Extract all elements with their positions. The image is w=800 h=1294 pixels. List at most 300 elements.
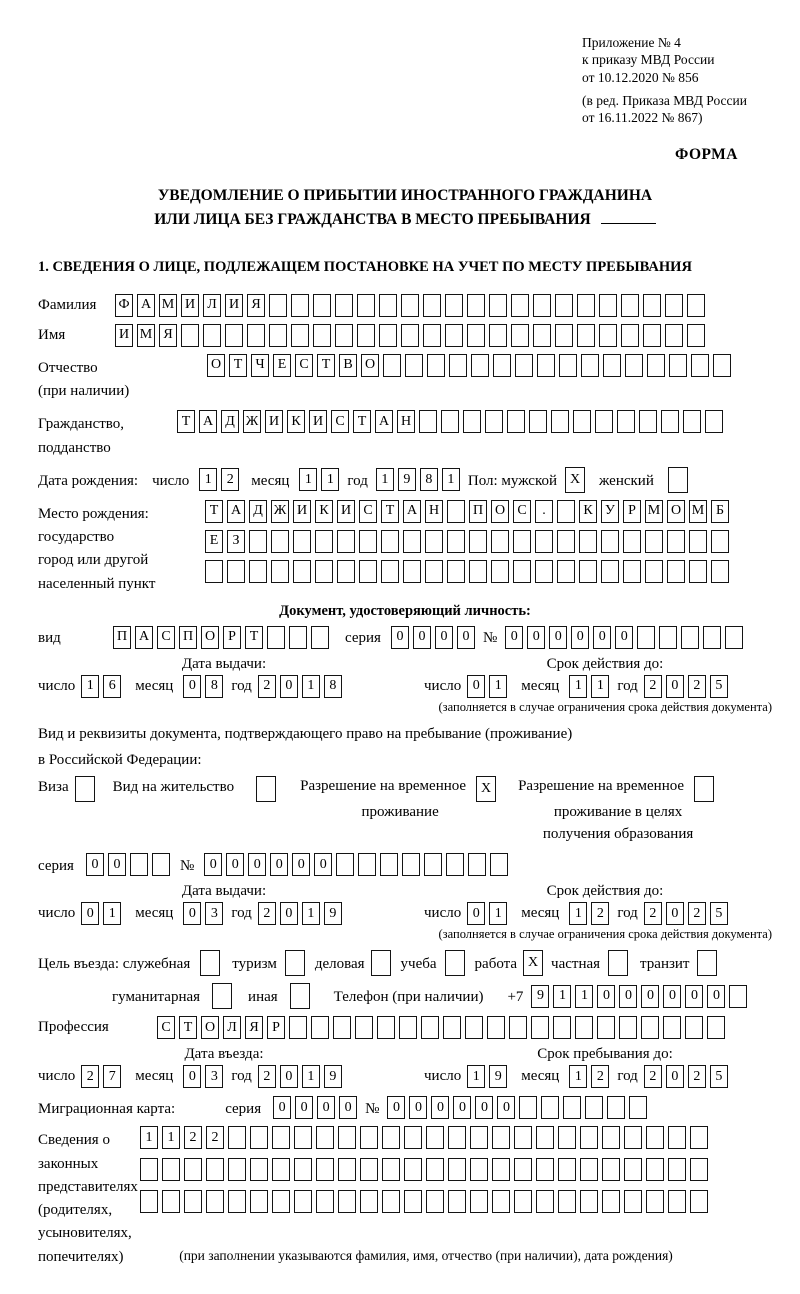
char-box[interactable]: [555, 324, 573, 347]
char-box[interactable]: 0: [666, 902, 684, 925]
char-box[interactable]: [533, 324, 551, 347]
char-box[interactable]: Л: [203, 294, 221, 317]
char-box[interactable]: [272, 1158, 290, 1181]
char-box[interactable]: Т: [381, 500, 399, 523]
char-box[interactable]: 7: [103, 1065, 121, 1088]
char-box[interactable]: [491, 560, 509, 583]
char-box[interactable]: [441, 410, 459, 433]
char-box[interactable]: [637, 626, 655, 649]
char-box[interactable]: [250, 1190, 268, 1213]
char-box[interactable]: 1: [489, 902, 507, 925]
char-box[interactable]: 0: [431, 1096, 449, 1119]
char-box[interactable]: 5: [710, 675, 728, 698]
char-box[interactable]: [355, 1016, 373, 1039]
char-box[interactable]: [315, 560, 333, 583]
char-box[interactable]: [445, 294, 463, 317]
char-box[interactable]: 0: [387, 1096, 405, 1119]
char-box[interactable]: И: [115, 324, 133, 347]
char-box[interactable]: [206, 1158, 224, 1181]
char-box[interactable]: [426, 1158, 444, 1181]
char-box[interactable]: [602, 1126, 620, 1149]
char-box[interactable]: [577, 324, 595, 347]
char-box[interactable]: [555, 294, 573, 317]
char-box[interactable]: Т: [317, 354, 335, 377]
char-box[interactable]: [447, 530, 465, 553]
char-box[interactable]: Е: [273, 354, 291, 377]
char-box[interactable]: [624, 1126, 642, 1149]
char-box[interactable]: [623, 560, 641, 583]
char-box[interactable]: [579, 530, 597, 553]
char-box[interactable]: И: [265, 410, 283, 433]
char-box[interactable]: [381, 530, 399, 553]
char-box[interactable]: [536, 1126, 554, 1149]
char-box[interactable]: [599, 324, 617, 347]
char-box[interactable]: И: [293, 500, 311, 523]
char-box[interactable]: А: [227, 500, 245, 523]
char-box[interactable]: С: [331, 410, 349, 433]
char-box[interactable]: [421, 1016, 439, 1039]
char-box[interactable]: О: [491, 500, 509, 523]
char-box[interactable]: [665, 294, 683, 317]
char-box[interactable]: [337, 530, 355, 553]
char-box[interactable]: [250, 1158, 268, 1181]
char-box[interactable]: Ж: [243, 410, 261, 433]
char-box[interactable]: 1: [591, 675, 609, 698]
char-box[interactable]: [537, 354, 555, 377]
char-box[interactable]: [694, 776, 714, 802]
char-box[interactable]: Я: [247, 294, 265, 317]
char-box[interactable]: [643, 324, 661, 347]
char-box[interactable]: [617, 410, 635, 433]
char-box[interactable]: [689, 530, 707, 553]
char-box[interactable]: [423, 294, 441, 317]
char-box[interactable]: [360, 1190, 378, 1213]
char-box[interactable]: 1: [575, 985, 593, 1008]
char-box[interactable]: [448, 1126, 466, 1149]
char-box[interactable]: [338, 1126, 356, 1149]
char-box[interactable]: [228, 1126, 246, 1149]
char-box[interactable]: [228, 1190, 246, 1213]
char-box[interactable]: [602, 1190, 620, 1213]
char-box[interactable]: 1: [162, 1126, 180, 1149]
char-box[interactable]: [667, 560, 685, 583]
char-box[interactable]: 0: [183, 675, 201, 698]
char-box[interactable]: [689, 560, 707, 583]
char-box[interactable]: [316, 1126, 334, 1149]
char-box[interactable]: 8: [324, 675, 342, 698]
char-box[interactable]: [445, 950, 465, 976]
char-box[interactable]: И: [337, 500, 355, 523]
char-box[interactable]: [469, 530, 487, 553]
char-box[interactable]: С: [359, 500, 377, 523]
char-box[interactable]: [557, 500, 575, 523]
char-box[interactable]: 0: [86, 853, 104, 876]
char-box[interactable]: 2: [644, 675, 662, 698]
char-box[interactable]: [382, 1126, 400, 1149]
char-box[interactable]: X: [476, 776, 496, 802]
char-box[interactable]: 0: [413, 626, 431, 649]
char-box[interactable]: [271, 560, 289, 583]
char-box[interactable]: [493, 354, 511, 377]
char-box[interactable]: 0: [593, 626, 611, 649]
char-box[interactable]: [445, 324, 463, 347]
char-box[interactable]: [513, 560, 531, 583]
char-box[interactable]: 0: [527, 626, 545, 649]
char-box[interactable]: [426, 1126, 444, 1149]
char-box[interactable]: [711, 530, 729, 553]
char-box[interactable]: [140, 1158, 158, 1181]
char-box[interactable]: [338, 1190, 356, 1213]
char-box[interactable]: [705, 410, 723, 433]
char-box[interactable]: 0: [280, 1065, 298, 1088]
char-box[interactable]: П: [469, 500, 487, 523]
char-box[interactable]: 0: [108, 853, 126, 876]
char-box[interactable]: 2: [688, 675, 706, 698]
char-box[interactable]: [558, 1190, 576, 1213]
char-box[interactable]: [529, 410, 547, 433]
char-box[interactable]: [357, 324, 375, 347]
char-box[interactable]: [449, 354, 467, 377]
char-box[interactable]: [729, 985, 747, 1008]
char-box[interactable]: [514, 1158, 532, 1181]
char-box[interactable]: 0: [435, 626, 453, 649]
char-box[interactable]: С: [295, 354, 313, 377]
char-box[interactable]: 0: [270, 853, 288, 876]
char-box[interactable]: [383, 354, 401, 377]
char-box[interactable]: Л: [223, 1016, 241, 1039]
char-box[interactable]: [285, 950, 305, 976]
char-box[interactable]: [358, 853, 376, 876]
char-box[interactable]: К: [287, 410, 305, 433]
char-box[interactable]: [553, 1016, 571, 1039]
char-box[interactable]: [685, 1016, 703, 1039]
char-box[interactable]: [293, 560, 311, 583]
char-box[interactable]: [690, 1158, 708, 1181]
char-box[interactable]: [489, 324, 507, 347]
char-box[interactable]: [646, 1190, 664, 1213]
char-box[interactable]: 0: [615, 626, 633, 649]
char-box[interactable]: 9: [398, 468, 416, 491]
char-box[interactable]: [559, 354, 577, 377]
char-box[interactable]: [691, 354, 709, 377]
char-box[interactable]: 0: [467, 675, 485, 698]
char-box[interactable]: Ж: [271, 500, 289, 523]
char-box[interactable]: [371, 950, 391, 976]
char-box[interactable]: 2: [591, 1065, 609, 1088]
char-box[interactable]: 0: [641, 985, 659, 1008]
char-box[interactable]: [75, 776, 95, 802]
char-box[interactable]: Р: [623, 500, 641, 523]
char-box[interactable]: [683, 410, 701, 433]
char-box[interactable]: [379, 294, 397, 317]
char-box[interactable]: [577, 294, 595, 317]
char-box[interactable]: [336, 853, 354, 876]
char-box[interactable]: [382, 1190, 400, 1213]
char-box[interactable]: [641, 1016, 659, 1039]
char-box[interactable]: [360, 1158, 378, 1181]
char-box[interactable]: [290, 983, 310, 1009]
char-box[interactable]: [446, 853, 464, 876]
char-box[interactable]: П: [113, 626, 131, 649]
char-box[interactable]: 2: [258, 1065, 276, 1088]
char-box[interactable]: 0: [666, 1065, 684, 1088]
char-box[interactable]: 8: [205, 675, 223, 698]
char-box[interactable]: 6: [103, 675, 121, 698]
char-box[interactable]: [291, 324, 309, 347]
char-box[interactable]: [467, 294, 485, 317]
char-box[interactable]: [492, 1126, 510, 1149]
char-box[interactable]: 2: [221, 468, 239, 491]
char-box[interactable]: Т: [177, 410, 195, 433]
char-box[interactable]: [687, 324, 705, 347]
char-box[interactable]: [382, 1158, 400, 1181]
char-box[interactable]: 2: [688, 902, 706, 925]
char-box[interactable]: [294, 1126, 312, 1149]
char-box[interactable]: [558, 1126, 576, 1149]
char-box[interactable]: [152, 853, 170, 876]
char-box[interactable]: [619, 1016, 637, 1039]
char-box[interactable]: [607, 1096, 625, 1119]
char-box[interactable]: [272, 1126, 290, 1149]
char-box[interactable]: [509, 1016, 527, 1039]
char-box[interactable]: 0: [666, 675, 684, 698]
char-box[interactable]: Р: [223, 626, 241, 649]
char-box[interactable]: [424, 853, 442, 876]
char-box[interactable]: [227, 560, 245, 583]
char-box[interactable]: [294, 1190, 312, 1213]
char-box[interactable]: Б: [711, 500, 729, 523]
char-box[interactable]: [624, 1158, 642, 1181]
char-box[interactable]: [423, 324, 441, 347]
char-box[interactable]: М: [159, 294, 177, 317]
char-box[interactable]: И: [309, 410, 327, 433]
char-box[interactable]: [419, 410, 437, 433]
char-box[interactable]: [403, 530, 421, 553]
char-box[interactable]: Т: [179, 1016, 197, 1039]
char-box[interactable]: [533, 294, 551, 317]
char-box[interactable]: Т: [229, 354, 247, 377]
char-box[interactable]: 1: [569, 902, 587, 925]
char-box[interactable]: С: [513, 500, 531, 523]
char-box[interactable]: [659, 626, 677, 649]
char-box[interactable]: [551, 410, 569, 433]
char-box[interactable]: О: [201, 626, 219, 649]
char-box[interactable]: Т: [353, 410, 371, 433]
char-box[interactable]: 0: [453, 1096, 471, 1119]
char-box[interactable]: Р: [267, 1016, 285, 1039]
char-box[interactable]: Т: [205, 500, 223, 523]
char-box[interactable]: [338, 1158, 356, 1181]
char-box[interactable]: [249, 560, 267, 583]
char-box[interactable]: 0: [314, 853, 332, 876]
char-box[interactable]: 0: [409, 1096, 427, 1119]
char-box[interactable]: [647, 354, 665, 377]
char-box[interactable]: И: [181, 294, 199, 317]
char-box[interactable]: [467, 324, 485, 347]
char-box[interactable]: 0: [475, 1096, 493, 1119]
char-box[interactable]: [669, 354, 687, 377]
char-box[interactable]: [401, 324, 419, 347]
char-box[interactable]: [249, 530, 267, 553]
char-box[interactable]: [271, 530, 289, 553]
char-box[interactable]: [492, 1190, 510, 1213]
char-box[interactable]: X: [565, 467, 585, 493]
char-box[interactable]: [595, 410, 613, 433]
char-box[interactable]: А: [135, 626, 153, 649]
char-box[interactable]: [663, 1016, 681, 1039]
char-box[interactable]: [162, 1190, 180, 1213]
char-box[interactable]: [668, 467, 688, 493]
char-box[interactable]: [359, 530, 377, 553]
char-box[interactable]: [206, 1190, 224, 1213]
char-box[interactable]: 1: [569, 1065, 587, 1088]
char-box[interactable]: [333, 1016, 351, 1039]
char-box[interactable]: [536, 1158, 554, 1181]
char-box[interactable]: [203, 324, 221, 347]
char-box[interactable]: [599, 294, 617, 317]
char-box[interactable]: [519, 1096, 537, 1119]
char-box[interactable]: [623, 530, 641, 553]
char-box[interactable]: [469, 560, 487, 583]
char-box[interactable]: Д: [221, 410, 239, 433]
char-box[interactable]: [515, 354, 533, 377]
char-box[interactable]: М: [645, 500, 663, 523]
char-box[interactable]: 0: [467, 902, 485, 925]
char-box[interactable]: [315, 530, 333, 553]
char-box[interactable]: 2: [644, 1065, 662, 1088]
char-box[interactable]: 3: [205, 1065, 223, 1088]
char-box[interactable]: [335, 324, 353, 347]
char-box[interactable]: [563, 1096, 581, 1119]
char-box[interactable]: [492, 1158, 510, 1181]
char-box[interactable]: [580, 1126, 598, 1149]
char-box[interactable]: [514, 1190, 532, 1213]
char-box[interactable]: 9: [531, 985, 549, 1008]
char-box[interactable]: [597, 1016, 615, 1039]
char-box[interactable]: А: [137, 294, 155, 317]
char-box[interactable]: [184, 1158, 202, 1181]
char-box[interactable]: 0: [457, 626, 475, 649]
char-box[interactable]: [181, 324, 199, 347]
char-box[interactable]: [313, 324, 331, 347]
char-box[interactable]: Т: [245, 626, 263, 649]
char-box[interactable]: [711, 560, 729, 583]
char-box[interactable]: [487, 1016, 505, 1039]
char-box[interactable]: [511, 324, 529, 347]
char-box[interactable]: [681, 626, 699, 649]
char-box[interactable]: [311, 1016, 329, 1039]
char-box[interactable]: 1: [467, 1065, 485, 1088]
char-box[interactable]: 5: [710, 902, 728, 925]
char-box[interactable]: [667, 530, 685, 553]
char-box[interactable]: [225, 324, 243, 347]
char-box[interactable]: [447, 500, 465, 523]
char-box[interactable]: [541, 1096, 559, 1119]
char-box[interactable]: [558, 1158, 576, 1181]
char-box[interactable]: [603, 354, 621, 377]
char-box[interactable]: 0: [317, 1096, 335, 1119]
char-box[interactable]: [535, 560, 553, 583]
char-box[interactable]: [725, 626, 743, 649]
char-box[interactable]: [601, 560, 619, 583]
char-box[interactable]: .: [535, 500, 553, 523]
char-box[interactable]: [535, 530, 553, 553]
char-box[interactable]: [357, 294, 375, 317]
char-box[interactable]: В: [339, 354, 357, 377]
char-box[interactable]: [447, 560, 465, 583]
char-box[interactable]: [463, 410, 481, 433]
char-box[interactable]: О: [667, 500, 685, 523]
char-box[interactable]: [491, 530, 509, 553]
char-box[interactable]: [162, 1158, 180, 1181]
char-box[interactable]: 9: [489, 1065, 507, 1088]
char-box[interactable]: 2: [184, 1126, 202, 1149]
char-box[interactable]: 0: [204, 853, 222, 876]
char-box[interactable]: 0: [226, 853, 244, 876]
char-box[interactable]: Н: [425, 500, 443, 523]
char-box[interactable]: [130, 853, 148, 876]
char-box[interactable]: Ч: [251, 354, 269, 377]
char-box[interactable]: 0: [183, 1065, 201, 1088]
char-box[interactable]: [272, 1190, 290, 1213]
char-box[interactable]: [335, 294, 353, 317]
char-box[interactable]: 1: [489, 675, 507, 698]
char-box[interactable]: К: [579, 500, 597, 523]
char-box[interactable]: [485, 410, 503, 433]
char-box[interactable]: [256, 776, 276, 802]
char-box[interactable]: [690, 1126, 708, 1149]
char-box[interactable]: [511, 294, 529, 317]
char-box[interactable]: 0: [292, 853, 310, 876]
char-box[interactable]: [399, 1016, 417, 1039]
char-box[interactable]: [360, 1126, 378, 1149]
char-box[interactable]: 2: [258, 675, 276, 698]
char-box[interactable]: [507, 410, 525, 433]
char-box[interactable]: 1: [553, 985, 571, 1008]
char-box[interactable]: [643, 294, 661, 317]
char-box[interactable]: 0: [549, 626, 567, 649]
char-box[interactable]: [471, 354, 489, 377]
char-box[interactable]: [690, 1190, 708, 1213]
char-box[interactable]: [608, 950, 628, 976]
char-box[interactable]: 0: [81, 902, 99, 925]
char-box[interactable]: З: [227, 530, 245, 553]
char-box[interactable]: [668, 1190, 686, 1213]
char-box[interactable]: 0: [391, 626, 409, 649]
char-box[interactable]: 2: [258, 902, 276, 925]
char-box[interactable]: [645, 560, 663, 583]
char-box[interactable]: [184, 1190, 202, 1213]
char-box[interactable]: И: [225, 294, 243, 317]
char-box[interactable]: [269, 324, 287, 347]
char-box[interactable]: [311, 626, 329, 649]
char-box[interactable]: [707, 1016, 725, 1039]
char-box[interactable]: [697, 950, 717, 976]
char-box[interactable]: [665, 324, 683, 347]
char-box[interactable]: 1: [569, 675, 587, 698]
char-box[interactable]: [289, 1016, 307, 1039]
char-box[interactable]: [426, 1190, 444, 1213]
char-box[interactable]: [425, 560, 443, 583]
char-box[interactable]: [269, 294, 287, 317]
char-box[interactable]: [401, 294, 419, 317]
char-box[interactable]: [602, 1158, 620, 1181]
char-box[interactable]: О: [361, 354, 379, 377]
char-box[interactable]: [465, 1016, 483, 1039]
char-box[interactable]: 1: [302, 675, 320, 698]
char-box[interactable]: [489, 294, 507, 317]
char-box[interactable]: [601, 530, 619, 553]
